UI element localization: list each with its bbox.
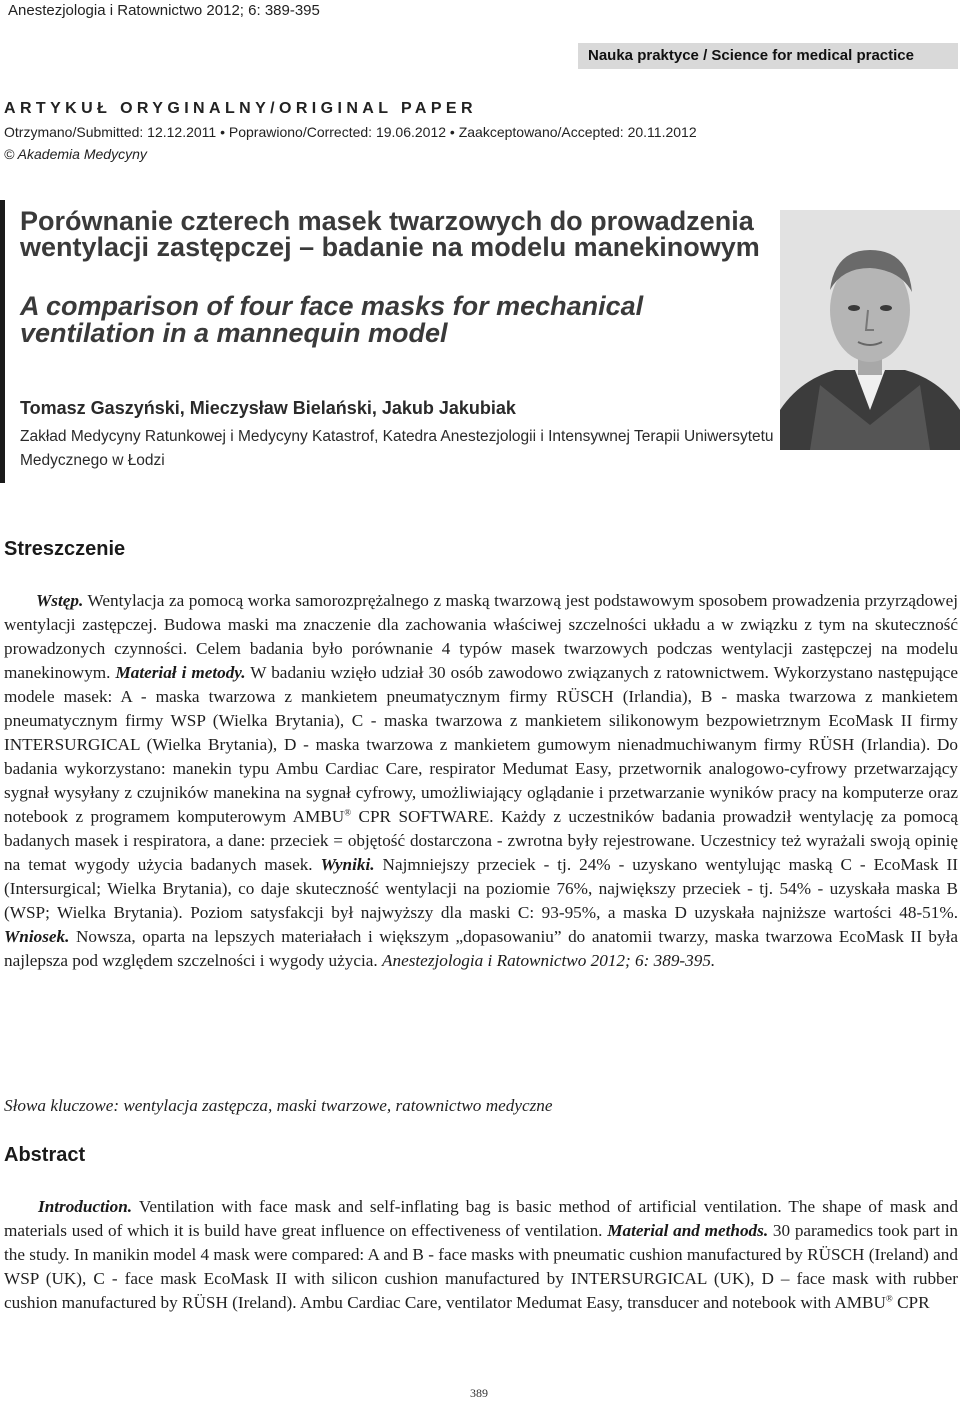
registered-mark-en: ® bbox=[885, 1293, 893, 1304]
registered-mark: ® bbox=[344, 807, 352, 818]
summary-methods-text: W badaniu wzięło udział 30 osób zawodowo związanych z ratownictwem. Wykorzystano następujące modele masek: A - maska twarzowa z mankietem pneumatycznym firmy RÜSCH (Irlandia), B - maska twarzowa z mankietem pneumatycznym firmy WSP (Wielka Brytania), C - maska twarzowa z mankietem silikonowym bezpowietrznym EcoMask II firmy INTERSURGICAL (Wielka Brytania), D - maska twarzowa z mankietem gumowym nienadmuchiwanym firmy RÜSH (Irlandia). Do badania wykorzystano: manekin typu Ambu Cardiac Care, respirator Medumat Easy, przetwornik analogowo-cyfrowy przetwarzający sygnał wysyłany z czujników manekina na sygnał cyfrowy, umożliwiający oglądanie i przetwarzanie wyników pracy na komputerze oraz notebook z programem komputerowym AMBU bbox=[4, 663, 958, 826]
article-dates: Otrzymano/Submitted: 12.12.2011 • Poprawiono/Corrected: 19.06.2012 • Zaakceptowano/Accepted: 20.11.2012 bbox=[4, 124, 697, 140]
author-affiliation: Zakład Medycyny Ratunkowej i Medycyny Katastrof, Katedra Anestezjologii i Intensywnej Terapii Uniwersytetu Medycznego w Łodzi bbox=[20, 428, 774, 469]
title-rule bbox=[0, 200, 5, 483]
abstract-methods-label: Material and methods. bbox=[607, 1221, 769, 1240]
abstract-methods-text-cont: CPR bbox=[892, 1293, 930, 1312]
summary-heading: Streszczenie bbox=[4, 538, 126, 560]
summary-methods-label: Materiał i metody. bbox=[115, 663, 246, 682]
summary-results-text: Najmniejszy przeciek - tj. 24% - uzyskano wentylując maską C - EcoMask II (Intersurgical; Wielka Brytania), co daje skuteczność wentylacji na poziomie 76%, największy przeciek - tj. 54% - uzyskała maska B (WSP; Wielka Brytania). Poziom satysfakcji był najwyższy dla maski C: 93-95%, a maska D uzyskała najniższe wartości 48-51%. bbox=[4, 855, 958, 922]
abstract-intro-text: Ventilation with face mask and self-inflating bag is basic method of artificial ventilation. The shape of mask and materials used of which it is build have great influence on effectiveness of ventilation. bbox=[4, 1197, 958, 1240]
summary-citation: Anestezjologia i Ratownictwo 2012; 6: 389-395. bbox=[382, 951, 716, 970]
title-polish: Porównanie czterech masek twarzowych do prowadzenia wentylacji zastępczej – badanie na modelu manekinowym bbox=[20, 206, 760, 262]
author-list: Tomasz Gaszyński, Mieczysław Bielański, Jakub Jakubiak bbox=[20, 398, 516, 418]
summary-methods-text-cont: CPR SOFTWARE. Każdy z uczestników badania prowadził wentylację za pomocą badanych masek i respiratora, a dane: przeciek = objętość dostarczona - zwrotna były rejestrowane. Uczestnicy też wyrażali swoją opinię na temat wygody użycia badanych masek. bbox=[4, 807, 958, 874]
keywords-line: Słowa kluczowe: wentylacja zastępcza, maski twarzowe, ratownictwo medyczne bbox=[4, 1096, 553, 1115]
title-english: A comparison of four face masks for mechanical ventilation in a mannequin model bbox=[20, 291, 644, 348]
abstract-intro-label: Introduction. bbox=[38, 1197, 133, 1216]
copyright-line: © Akademia Medycyny bbox=[4, 146, 147, 162]
article-type: ARTYKUŁ ORYGINALNY/ORIGINAL PAPER bbox=[4, 100, 477, 117]
author-photo bbox=[780, 210, 960, 450]
abstract-paragraph bbox=[4, 1195, 958, 1315]
summary-conclusion-label: Wniosek. bbox=[4, 927, 70, 946]
summary-conclusion-text: Nowsza, oparta na lepszych materiałach i większym „dopasowaniu” do anatomii twarzy, maska twarzowa EcoMask II była najlepsza pod względem szczelności i wygody użycia. bbox=[4, 927, 958, 970]
abstract-methods-text: 30 paramedics took part in the study. In manikin model 4 mask were compared: A and B - face masks with pneumatic cushion manufactured by RÜSCH (Ireland) and WSP (UK), C - face mask EcoMask II with silicon cushion manufactured by INTERSURGICAL (UK), D – face mask with rubber cushion manufactured by RÜSH (Ireland). Ambu Cardiac Care, ventilator Medumat Easy, transducer and notebook with AMBU bbox=[4, 1221, 959, 1312]
summary-results-label: Wyniki. bbox=[320, 855, 375, 874]
section-label: Nauka praktyce / Science for medical practice bbox=[578, 43, 958, 69]
summary-intro-text: Wentylacja za pomocą worka samorozprężalnego z maską twarzową jest podstawowym sposobem prowadzenia przyrządowej wentylacji zastępczej. Budowa maski ma znaczenie dla zachowania właściwej szczelności układu a w związku z tym na skuteczność prowadzonych czynności. Celem badania było porównanie 4 typów masek twarzowych podczas wentylacji zastępczej na modelu manekinowym. bbox=[4, 591, 958, 682]
abstract-heading: Abstract bbox=[4, 1144, 86, 1166]
summary-paragraph bbox=[4, 589, 958, 973]
page-number: 389 bbox=[470, 1386, 488, 1400]
summary-intro-label: Wstęp. bbox=[36, 591, 84, 610]
journal-header: Anestezjologia i Ratownictwo 2012; 6: 389-395 bbox=[8, 2, 320, 19]
author-portrait-image bbox=[780, 210, 960, 450]
